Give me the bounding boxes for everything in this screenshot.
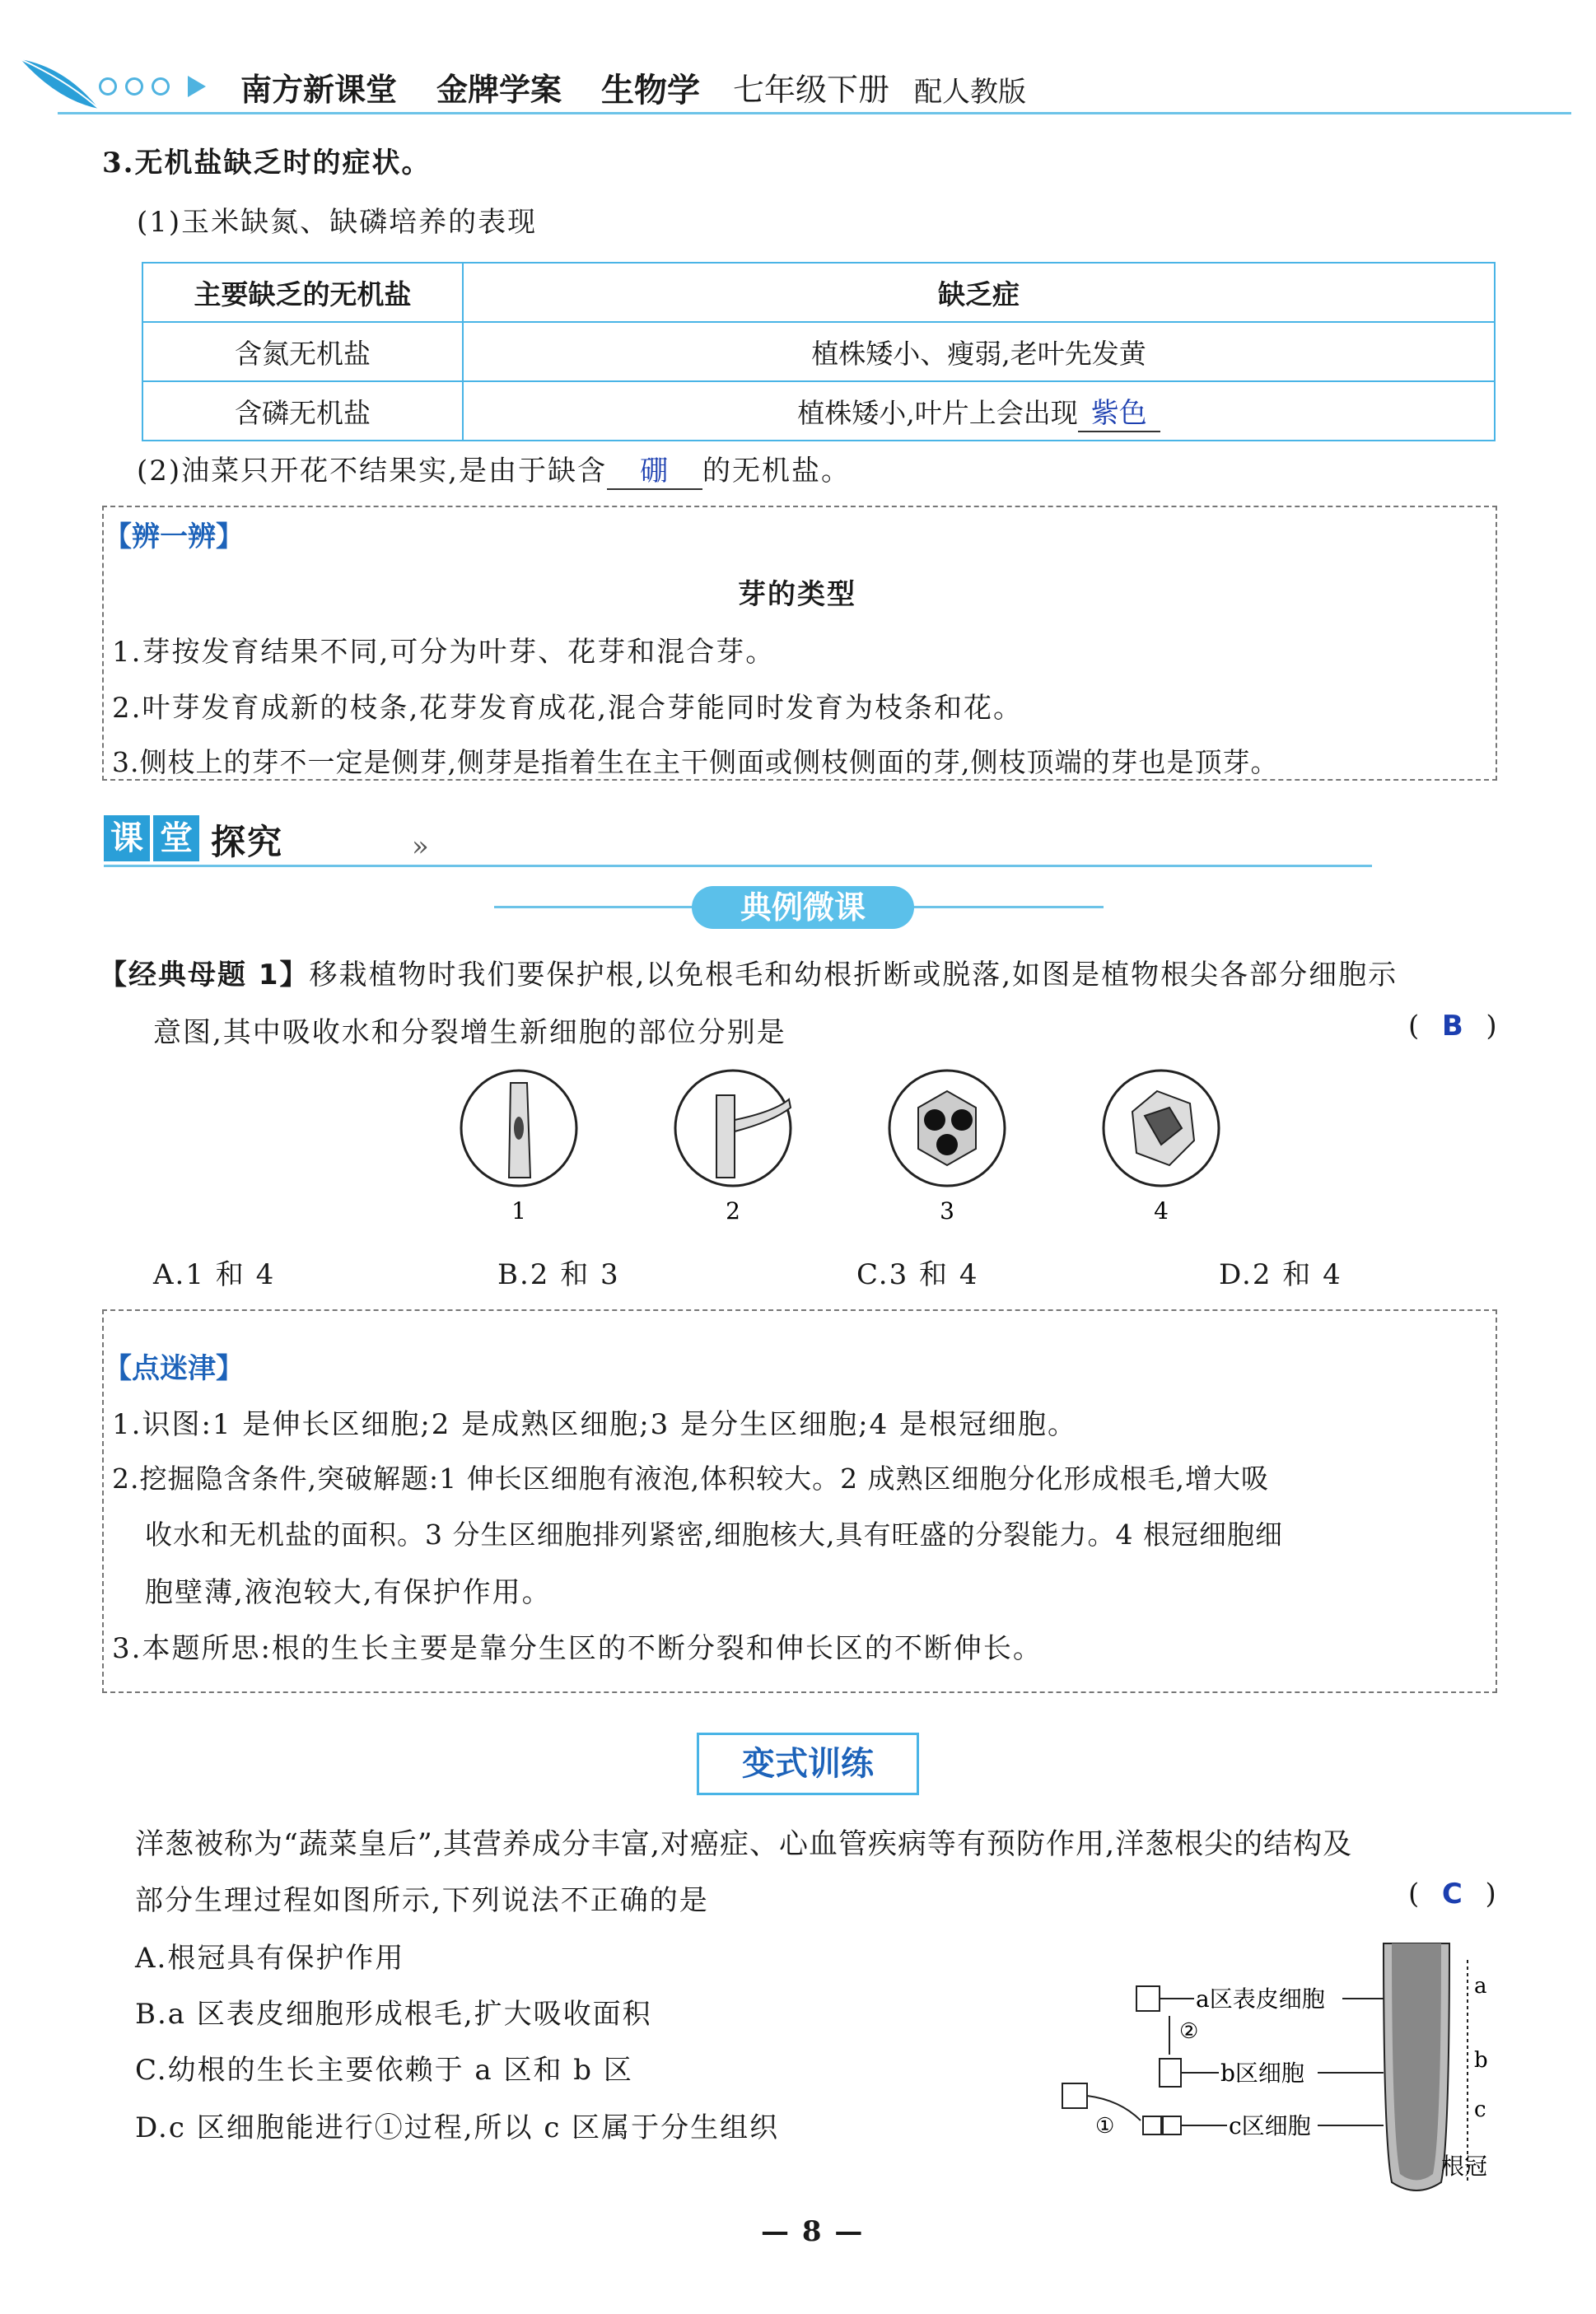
answer-blank: 紫色 — [1078, 390, 1160, 432]
bianyibian-title: 芽的类型 — [738, 578, 856, 611]
header-series: 金牌学案 — [436, 72, 562, 108]
dianmijin-line: 收水和无机盐的面积。3 分生区细胞排列紧密,细胞核大,具有旺盛的分裂能力。4 根冠细胞细 — [145, 1519, 1283, 1551]
zone-b-label: b — [1474, 2048, 1488, 2073]
bianshi-title: 变式训练 — [697, 1733, 919, 1795]
bianyibian-line: 3.侧枝上的芽不一定是侧芽,侧芽是指着生在主干侧面或侧枝侧面的芽,侧枝顶端的芽也是顶芽。 — [112, 746, 1279, 778]
header-publisher: 南方新课堂 — [240, 72, 398, 108]
fig-label: 4 — [1154, 1197, 1169, 1225]
table-cell: 植株矮小、瘦弱,老叶先发黄 — [463, 322, 1495, 381]
ketang-rule — [104, 865, 1372, 867]
ketang-title: 探究 — [211, 822, 284, 862]
section3-sub1: (1)玉米缺氮、缺磷培养的表现 — [137, 206, 538, 239]
dianmijin-line: 3.本题所思:根的生长主要是靠分生区的不断分裂和伸长区的不断伸长。 — [112, 1632, 1043, 1665]
q2-answer-parens: ( C ) — [1408, 1878, 1498, 1910]
answer-blank: 硼 — [607, 448, 702, 490]
sub2-before: (2)油菜只开花不结果实,是由于缺含 — [137, 455, 607, 488]
section3-title: 3.无机盐缺乏时的症状。 — [102, 147, 432, 180]
deficiency-table — [142, 262, 1496, 441]
fig-label: 1 — [511, 1197, 526, 1225]
table-row — [142, 381, 1495, 441]
ketang-arrow: » — [412, 830, 431, 863]
q1-line1 — [99, 952, 1398, 992]
step2-label: ② — [1179, 2019, 1199, 2044]
dianmijin-tag: 【点迷津】 — [104, 1352, 244, 1385]
sub2-after: 的无机盐。 — [702, 455, 851, 488]
ketang-badge-2: 堂 — [153, 815, 199, 861]
table-header-row — [142, 263, 1495, 322]
dianmijin-line: 胞壁薄,液泡较大,有保护作用。 — [145, 1576, 552, 1609]
play-icon — [186, 74, 208, 99]
q2-option-b[interactable]: B.a 区表皮细胞形成根毛,扩大吸收面积 — [135, 1998, 652, 2031]
q2-option-a[interactable]: A.根冠具有保护作用 — [135, 1942, 405, 1975]
table-header-cell: 主要缺乏的无机盐 — [142, 263, 463, 322]
ribbon-title: 典例微课 — [692, 886, 914, 929]
onion-root-figure — [1046, 1935, 1507, 2199]
table-cell: 含磷无机盐 — [142, 381, 463, 441]
header-grade: 七年级下册 — [733, 72, 890, 108]
q1-option-a[interactable]: A.1 和 4 — [153, 1258, 276, 1291]
root-cap-label: 根冠 — [1441, 2153, 1488, 2180]
q2-option-c[interactable]: C.幼根的生长主要依赖于 a 区和 b 区 — [135, 2054, 633, 2087]
dianmijin-line: 2.挖掘隐含条件,突破解题:1 伸长区细胞有液泡,体积较大。2 成熟区细胞分化形成根毛,增大吸 — [112, 1463, 1270, 1495]
q1-option-b[interactable]: B.2 和 3 — [497, 1258, 620, 1291]
q1-text2: 意图,其中吸收水和分裂增生新细胞的部位分别是 — [153, 1016, 786, 1049]
c-cell-label: c区细胞 — [1229, 2112, 1311, 2139]
root-cells-figure — [445, 1062, 1252, 1235]
zone-a-label: a — [1474, 1974, 1487, 1999]
q1-text1: 移栽植物时我们要保护根,以免根毛和幼根折断或脱落,如图是植物根尖各部分细胞示 — [309, 959, 1398, 991]
step1-label: ① — [1095, 2114, 1115, 2139]
q1-label: 【经典母题 1】 — [99, 959, 310, 991]
bianyibian-tag: 【辨一辨】 — [104, 520, 244, 553]
feather-icon — [16, 51, 107, 117]
table-row — [142, 322, 1495, 381]
q1-option-c[interactable]: C.3 和 4 — [856, 1258, 979, 1291]
dianmijin-line: 1.识图:1 是伸长区细胞;2 是成熟区细胞;3 是分生区细胞;4 是根冠细胞。 — [112, 1408, 1078, 1441]
fig-label: 3 — [940, 1197, 954, 1225]
q1-option-d[interactable]: D.2 和 4 — [1219, 1258, 1342, 1291]
table-cell-text: 植株矮小,叶片上会出现 — [797, 396, 1078, 429]
page-number: — 8 — — [761, 2215, 865, 2248]
table-cell — [463, 381, 1495, 441]
header-dots — [99, 77, 178, 99]
bianyibian-line: 2.叶芽发育成新的枝条,花芽发育成花,混合芽能同时发育为枝条和花。 — [112, 692, 1024, 725]
b-cell-label: b区细胞 — [1220, 2060, 1304, 2087]
a-cell-label: a区表皮细胞 — [1196, 1985, 1325, 2013]
q1-answer-parens: ( B ) — [1408, 1010, 1499, 1043]
bianyibian-line: 1.芽按发育结果不同,可分为叶芽、花芽和混合芽。 — [112, 636, 776, 669]
header-edition: 配人教版 — [914, 76, 1026, 109]
fig-label: 2 — [726, 1197, 740, 1225]
q2-text2: 部分生理过程如图所示,下列说法不正确的是 — [135, 1884, 709, 1917]
ketang-badge-1: 课 — [104, 815, 150, 861]
table-header-cell: 缺乏症 — [463, 263, 1495, 322]
q1-answer: B — [1441, 1010, 1465, 1043]
zone-c-label: c — [1474, 2097, 1486, 2122]
section3-sub2 — [137, 448, 851, 490]
header-rule — [58, 112, 1571, 114]
header-subject: 生物学 — [601, 72, 700, 110]
q2-option-d[interactable]: D.c 区细胞能进行①过程,所以 c 区属于分生组织 — [135, 2111, 780, 2144]
q2-text1: 洋葱被称为“蔬菜皇后”,其营养成分丰富,对癌症、心血管疾病等有预防作用,洋葱根尖的结构及 — [135, 1828, 1353, 1861]
table-cell: 含氮无机盐 — [142, 322, 463, 381]
q2-answer: C — [1441, 1878, 1464, 1910]
